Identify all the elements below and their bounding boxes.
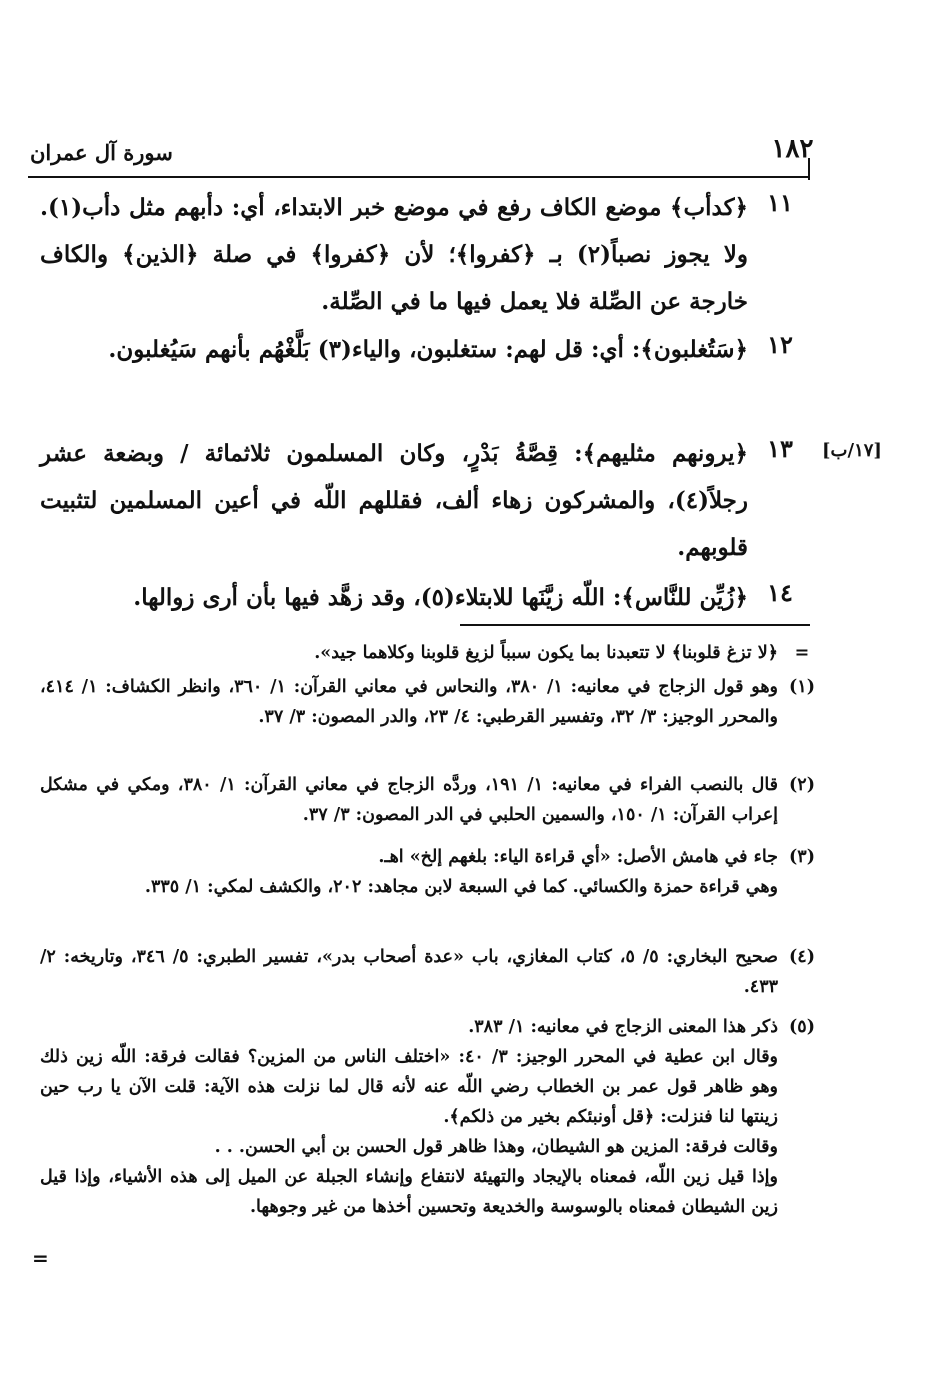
footnote-number: (١): [789, 677, 815, 697]
footnote-text: وهي قراءة حمزة والكسائي. كما في السبعة لابن مجاهد: ٢٠٢، والكشف لمكي: ١/ ٣٣٥.: [144, 877, 778, 897]
footnote-number: (٤): [789, 947, 815, 967]
footnote-text: وقالت فرقة: المزين هو الشيطان، وهذا ظاهر قول الحسن بن أبي الحسن. . .: [214, 1137, 778, 1157]
footnote: [40, 1012, 818, 1222]
footnote-text: وقال ابن عطية في المحرر الوجيز: ٣/ ٤٠: «اختلف الناس من المزين؟ فقالت فرقة: اللّه زين ذلك وهو ظاهر قول عمر بن الخطاب رضي اللّه عنه لأنه قال لما نزلت هذه الآية: قلت الآن يا رب حين زينتها لنا فنزلت: ﴿قل أونبئكم بخير من ذلكم﴾.: [40, 1047, 779, 1127]
footnote-text: جاء في هامش الأصل: «أي قراءة الياء: بلغهم إلخ» اهـ.: [378, 847, 778, 867]
manuscript-folio-marker: [١٧/ب]: [822, 440, 882, 461]
verse-commentary: ﴿يرونهم مثليهم﴾: قِصَّةُ بَدْرٍ، وكان المسلمون ثلاثمائة / وبضعة عشر رجلاً(٤)، والمشركون زهاء ألف، فقللهم اللّه في أعين المسلمين لتثبيت قلوبهم.: [40, 440, 748, 561]
verse-commentary: ﴿سَتُغلبون﴾: أي: قل لهم: ستغلبون، والياء(٣) بَلَّغْهُم بأنهم سَيُغلبون.: [108, 336, 748, 363]
footnote-number: (٢): [789, 775, 815, 795]
verse-entry: [40, 326, 810, 373]
footnote: [40, 842, 818, 902]
verse-commentary: ﴿زُيِّن للنَّاس﴾: اللّه زيَّنَها للابتلاء(٥)، وقد زهَّد فيها بأن أرى زوالها.: [133, 584, 748, 611]
continued-mark: =: [32, 1246, 49, 1270]
footnote-number: (٣): [789, 847, 815, 867]
running-title: سورة آل عمران: [30, 140, 173, 165]
continuation-mark: =: [794, 643, 810, 663]
verse-number: ١٣: [767, 434, 793, 463]
verse-commentary: ﴿كدأب﴾ موضع الكاف رفع في موضع خبر الابتداء، أي: دأبهم مثل دأب(١). ولا يجوز نصباً(٢) بـ ﴿كفروا﴾؛ لأن ﴿كفروا﴾ في صلة ﴿الذين﴾ والكاف خارجة عن الصِّلة فلا يعمل فيها ما في الصِّلة.: [40, 194, 748, 315]
footnote-text: وإذا قيل زين اللّه، فمعناه بالإيجاد والتهيئة لانتفاع وإنشاء الجبلة عن الميل إلى هذه الأشياء، وإذا قيل زين الشيطان فمعناه بالوسوسة والخديعة وتحسين أخذها من غير وجوهها.: [40, 1167, 778, 1217]
footnote-text: قال بالنصب الفراء في معانيه: ١/ ١٩١، وردَّه الزجاج في معاني القرآن: ١/ ٣٨٠، ومكي في مشكل إعراب القرآن: ١/ ١٥٠، والسمين الحلبي في الدر المصون: ٣/ ٣٧.: [40, 775, 779, 825]
footnote: [40, 672, 818, 732]
footnote-text: وهو قول الزجاج في معانيه: ١/ ٣٨٠، والنحاس في معاني القرآن: ١/ ٣٦٠، وانظر الكشاف: ١/ ٤١٤، والمحرر الوجيز: ٣/ ٣٢، وتفسير القرطبي: ٤/ ٢٣، والدر المصون: ٣/ ٣٧.: [40, 677, 779, 727]
page-number: ١٨٢: [771, 134, 814, 164]
footnote-separator: [460, 624, 810, 626]
verse-entry: [40, 184, 810, 325]
footnote-text: ﴿لا تزغ قلوبنا﴾ لا تتعبدنا بما يكون سبباً لزيغ قلوبنا وكلاهما جيد».: [314, 643, 778, 663]
footnote-number: (٥): [789, 1017, 815, 1037]
header-rule: [28, 176, 810, 178]
footnote-text: ذكر هذا المعنى الزجاج في معانيه: ١/ ٣٨٣.: [468, 1017, 778, 1037]
footnote-continuation: [40, 638, 818, 668]
verse-number: ١٢: [767, 330, 793, 359]
verse-entry: [40, 574, 810, 621]
footnote: [40, 942, 818, 1002]
verse-number: ١٤: [767, 578, 793, 607]
footnote-text: صحيح البخاري: ٥/ ٥، كتاب المغازي، باب «عدة أصحاب بدر»، تفسير الطبري: ٥/ ٣٤٦، وتاريخه: ٢/ ٤٣٣.: [40, 947, 779, 997]
verse-number: ١١: [767, 188, 793, 217]
verse-entry: [40, 430, 810, 571]
footnote: [40, 770, 818, 830]
